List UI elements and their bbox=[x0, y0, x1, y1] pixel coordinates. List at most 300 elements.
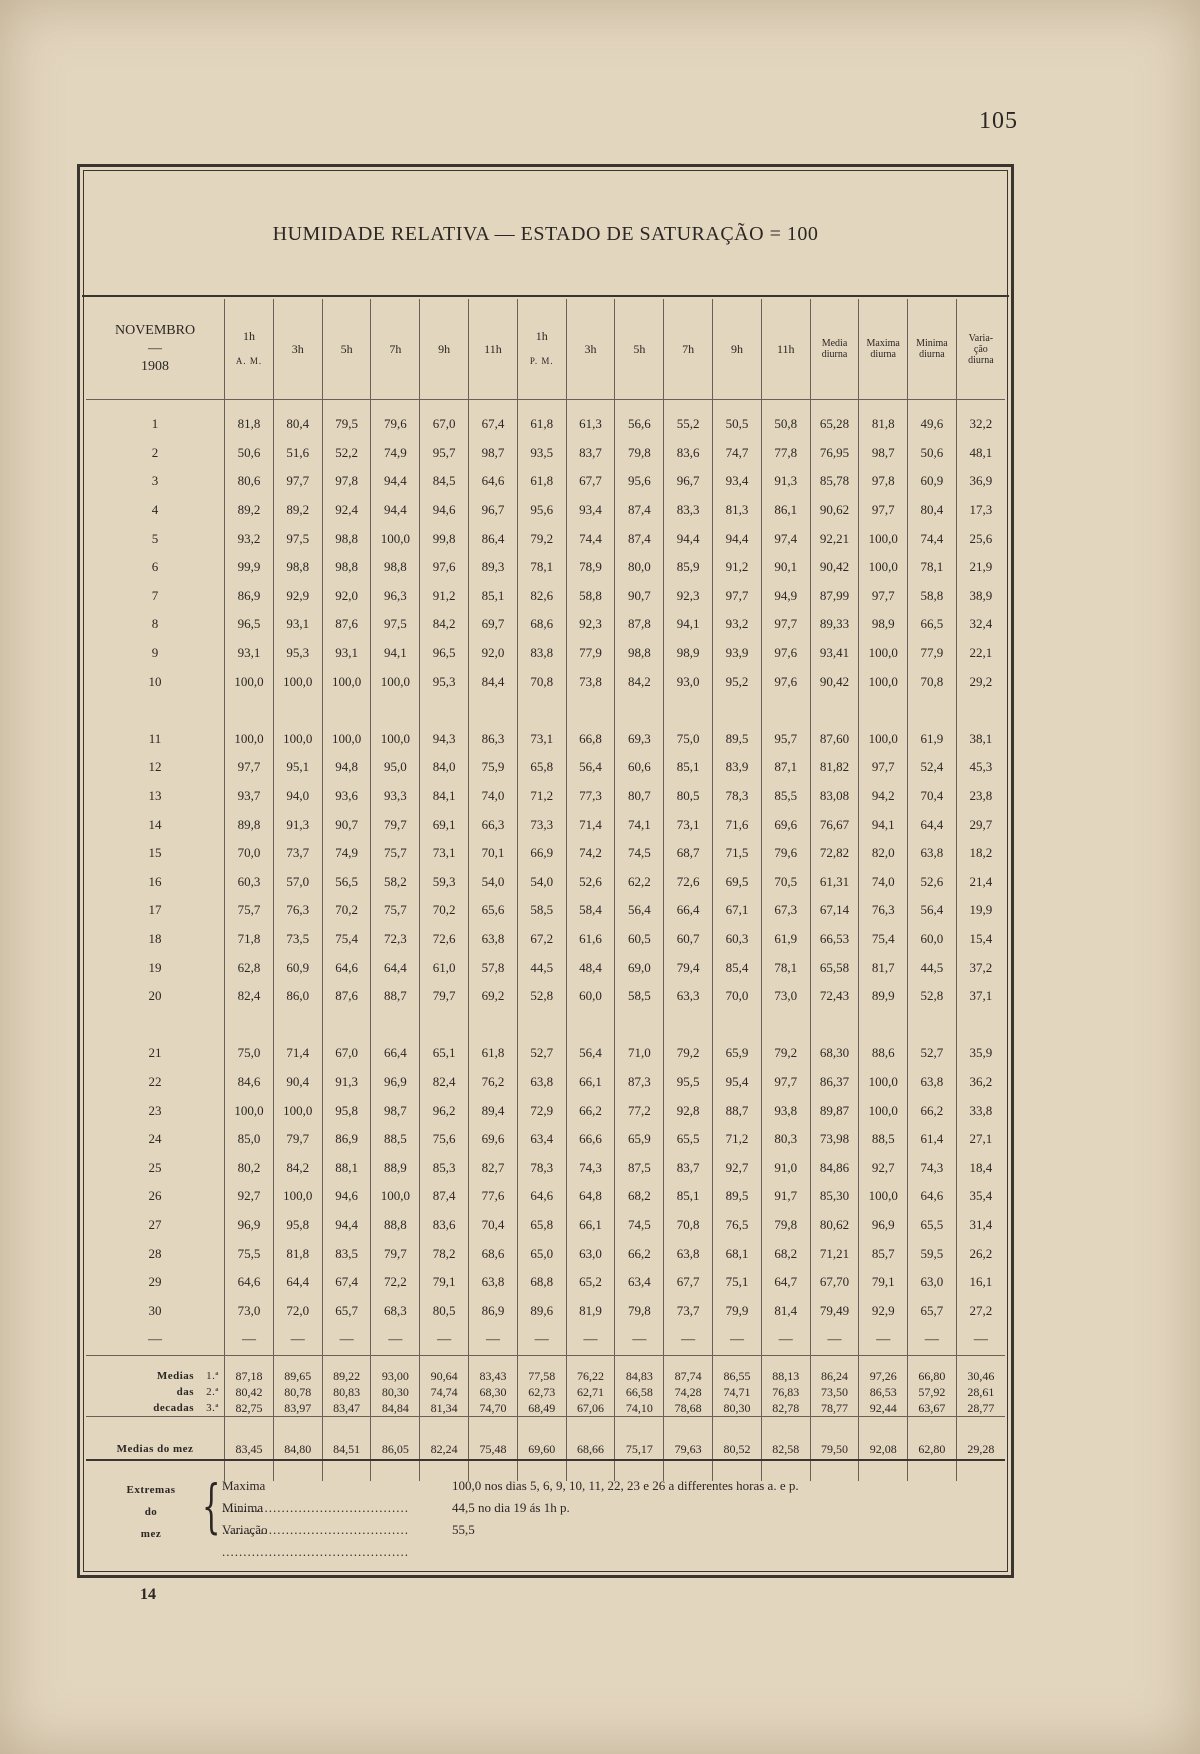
dash-cell: — bbox=[810, 1325, 859, 1356]
table-cell: 89,65 bbox=[273, 1356, 322, 1385]
table-cell: 76,3 bbox=[273, 896, 322, 925]
table-cell: 70,8 bbox=[517, 667, 566, 696]
day-number: 12 bbox=[148, 759, 162, 775]
table-cell: 93,1 bbox=[322, 639, 371, 668]
table-row bbox=[86, 667, 1005, 696]
table-cell: 69,0 bbox=[615, 953, 664, 982]
table-cell: 84,5 bbox=[420, 467, 469, 496]
table-cell: 95,5 bbox=[664, 1068, 713, 1097]
day-number: 10 bbox=[148, 673, 162, 689]
table-cell: 78,1 bbox=[761, 953, 810, 982]
table-cell: 82,7 bbox=[469, 1153, 518, 1182]
decade-gap bbox=[86, 696, 1005, 725]
table-cell: 52,4 bbox=[908, 753, 957, 782]
table-row bbox=[86, 1125, 1005, 1154]
table-cell: 95,7 bbox=[761, 725, 810, 754]
table-cell: 92,4 bbox=[322, 496, 371, 525]
table-cell: 71,5 bbox=[713, 839, 762, 868]
table-frame bbox=[77, 164, 1014, 1578]
table-cell: 95,4 bbox=[713, 1068, 762, 1097]
table-cell: 100,0 bbox=[859, 1068, 908, 1097]
table-cell: 65,28 bbox=[810, 400, 859, 439]
table-cell: 73,1 bbox=[517, 725, 566, 754]
header-row bbox=[86, 299, 1005, 400]
table-cell: 63,8 bbox=[908, 1068, 957, 1097]
table-cell: 67,4 bbox=[469, 400, 518, 439]
table-row bbox=[86, 1239, 1005, 1268]
decade-row bbox=[86, 1356, 1005, 1385]
table-cell: 76,3 bbox=[859, 896, 908, 925]
table-cell: 60,0 bbox=[908, 925, 957, 954]
extreme-minima: Minima ..... 44,5 no dia 19 ás 1h p. bbox=[222, 1497, 432, 1519]
table-cell: 58,5 bbox=[615, 982, 664, 1011]
table-cell: 69,2 bbox=[469, 982, 518, 1011]
table-row bbox=[86, 1211, 1005, 1240]
table-cell: 51,6 bbox=[273, 439, 322, 468]
table-cell: 21,9 bbox=[956, 553, 1005, 582]
table-cell: 81,8 bbox=[225, 400, 274, 439]
table-cell: 74,3 bbox=[908, 1153, 957, 1182]
table-cell: 67,0 bbox=[420, 400, 469, 439]
table-cell: 67,4 bbox=[322, 1268, 371, 1297]
decade-label-text: Medias bbox=[156, 1370, 195, 1382]
table-cell: 74,0 bbox=[859, 868, 908, 897]
table-cell: 69,5 bbox=[713, 868, 762, 897]
table-cell: 78,1 bbox=[517, 553, 566, 582]
table-cell: 88,5 bbox=[859, 1125, 908, 1154]
table-cell: 62,2 bbox=[615, 868, 664, 897]
table-cell: 92,7 bbox=[713, 1153, 762, 1182]
table-cell: 70,0 bbox=[225, 839, 274, 868]
table-cell: 33,8 bbox=[956, 1096, 1005, 1125]
table-cell: 32,4 bbox=[956, 610, 1005, 639]
table-cell: 73,0 bbox=[225, 1296, 274, 1325]
table-cell: 30,46 bbox=[956, 1356, 1005, 1385]
table-cell: 80,4 bbox=[908, 496, 957, 525]
table-cell: 98,8 bbox=[322, 524, 371, 553]
table-cell: 74,10 bbox=[615, 1400, 664, 1417]
table-cell: 70,4 bbox=[908, 782, 957, 811]
table-cell: 100,0 bbox=[859, 524, 908, 553]
table-cell: 85,1 bbox=[664, 1182, 713, 1211]
day-number: 22 bbox=[148, 1073, 162, 1089]
table-cell: 97,7 bbox=[859, 496, 908, 525]
table-cell: 38,1 bbox=[956, 725, 1005, 754]
table-cell: 76,83 bbox=[761, 1384, 810, 1400]
table-cell: 58,4 bbox=[566, 896, 615, 925]
table-cell: 85,0 bbox=[225, 1125, 274, 1154]
decade-label bbox=[86, 1400, 225, 1417]
table-cell: 98,8 bbox=[371, 553, 420, 582]
humidity-table bbox=[86, 299, 1005, 1481]
table-cell: 65,5 bbox=[908, 1211, 957, 1240]
dash-cell: — bbox=[761, 1325, 810, 1356]
table-row bbox=[86, 1096, 1005, 1125]
day-number: 30 bbox=[148, 1302, 162, 1318]
table-cell: 61,9 bbox=[761, 925, 810, 954]
table-cell: 83,97 bbox=[273, 1400, 322, 1417]
table-cell: 69,6 bbox=[761, 810, 810, 839]
table-cell: 67,3 bbox=[761, 896, 810, 925]
day-number: 19 bbox=[148, 959, 162, 975]
table-cell: 100,0 bbox=[225, 725, 274, 754]
day-number: 1 bbox=[151, 416, 159, 432]
dash-cell: — bbox=[664, 1325, 713, 1356]
day-number: 25 bbox=[148, 1159, 162, 1175]
table-cell: 95,8 bbox=[273, 1211, 322, 1240]
day-number: 11 bbox=[148, 730, 162, 746]
table-cell: 96,9 bbox=[371, 1068, 420, 1097]
table-cell: 76,67 bbox=[810, 810, 859, 839]
table-cell: 66,5 bbox=[908, 610, 957, 639]
table-row bbox=[86, 810, 1005, 839]
table-cell: 70,1 bbox=[469, 839, 518, 868]
dash-cell: — bbox=[615, 1325, 664, 1356]
table-cell: 100,0 bbox=[859, 1096, 908, 1125]
month-extremes bbox=[86, 1459, 1005, 1569]
table-cell: 75,4 bbox=[322, 925, 371, 954]
table-cell: 97,7 bbox=[761, 1068, 810, 1097]
table-cell: 29,2 bbox=[956, 667, 1005, 696]
table-cell: 77,9 bbox=[566, 639, 615, 668]
table-cell: 79,6 bbox=[371, 400, 420, 439]
table-cell: 97,7 bbox=[225, 753, 274, 782]
table-cell: 83,43 bbox=[469, 1356, 518, 1385]
table-cell: 81,7 bbox=[859, 953, 908, 982]
decade-label bbox=[86, 1384, 225, 1400]
table-cell: 81,4 bbox=[761, 1296, 810, 1325]
table-cell: 98,9 bbox=[859, 610, 908, 639]
table-row bbox=[86, 982, 1005, 1011]
table-cell: 100,0 bbox=[859, 1182, 908, 1211]
table-row bbox=[86, 639, 1005, 668]
table-cell: 64,6 bbox=[225, 1268, 274, 1297]
table-cell: 66,2 bbox=[566, 1096, 615, 1125]
table-cell: 50,5 bbox=[713, 400, 762, 439]
table-cell: 88,7 bbox=[371, 982, 420, 1011]
table-cell: 98,7 bbox=[469, 439, 518, 468]
table-cell: 83,08 bbox=[810, 782, 859, 811]
decade-row bbox=[86, 1384, 1005, 1400]
table-cell: 93,1 bbox=[273, 610, 322, 639]
dash-cell: — bbox=[469, 1325, 518, 1356]
dash-cell: — bbox=[371, 1325, 420, 1356]
table-cell: 87,18 bbox=[225, 1356, 274, 1385]
table-cell: 63,3 bbox=[664, 982, 713, 1011]
table-cell: 78,2 bbox=[420, 1239, 469, 1268]
table-cell: 70,0 bbox=[713, 982, 762, 1011]
table-cell: 74,71 bbox=[713, 1384, 762, 1400]
table-row bbox=[86, 610, 1005, 639]
table-cell: 89,33 bbox=[810, 610, 859, 639]
table-cell: 84,84 bbox=[371, 1400, 420, 1417]
table-cell: 69,7 bbox=[469, 610, 518, 639]
table-cell: 79,7 bbox=[420, 982, 469, 1011]
table-cell: 90,42 bbox=[810, 667, 859, 696]
table-cell: 83,7 bbox=[664, 1153, 713, 1182]
table-cell: 100,0 bbox=[859, 725, 908, 754]
table-cell: 71,2 bbox=[517, 782, 566, 811]
table-cell: 88,8 bbox=[371, 1211, 420, 1240]
table-cell: 63,67 bbox=[908, 1400, 957, 1417]
table-cell: 27,2 bbox=[956, 1296, 1005, 1325]
table-cell: 89,87 bbox=[810, 1096, 859, 1125]
day-number: 29 bbox=[148, 1274, 162, 1290]
day-number: 16 bbox=[148, 873, 162, 889]
table-cell: 81,8 bbox=[859, 400, 908, 439]
table-cell: 67,7 bbox=[566, 467, 615, 496]
table-row bbox=[86, 439, 1005, 468]
table-cell: 95,1 bbox=[273, 753, 322, 782]
table-cell: 77,8 bbox=[761, 439, 810, 468]
table-row bbox=[86, 524, 1005, 553]
table-cell: 92,0 bbox=[469, 639, 518, 668]
dash-cell: — bbox=[322, 1325, 371, 1356]
table-cell: 64,6 bbox=[469, 467, 518, 496]
dash-cell: — bbox=[420, 1325, 469, 1356]
table-cell: 66,4 bbox=[371, 1039, 420, 1068]
table-cell: 80,0 bbox=[615, 553, 664, 582]
table-cell: 61,8 bbox=[517, 400, 566, 439]
header-hour: 9h bbox=[713, 299, 762, 400]
table-cell: 97,7 bbox=[273, 467, 322, 496]
table-cell: 52,6 bbox=[566, 868, 615, 897]
table-cell: 65,5 bbox=[664, 1125, 713, 1154]
table-cell: 84,51 bbox=[322, 1417, 371, 1482]
table-cell: 99,8 bbox=[420, 524, 469, 553]
table-cell: 100,0 bbox=[859, 553, 908, 582]
table-cell: 93,4 bbox=[566, 496, 615, 525]
table-cell: 67,1 bbox=[713, 896, 762, 925]
table-cell: 100,0 bbox=[273, 667, 322, 696]
table-cell: 38,9 bbox=[956, 582, 1005, 611]
table-cell: 18,4 bbox=[956, 1153, 1005, 1182]
table-cell: 74,4 bbox=[566, 524, 615, 553]
table-cell: 67,2 bbox=[517, 925, 566, 954]
table-cell: 82,78 bbox=[761, 1400, 810, 1417]
table-cell: 48,1 bbox=[956, 439, 1005, 468]
table-cell: 64,6 bbox=[517, 1182, 566, 1211]
table-cell: 97,8 bbox=[322, 467, 371, 496]
table-cell: 29,28 bbox=[956, 1417, 1005, 1482]
table-cell: 73,1 bbox=[420, 839, 469, 868]
table-cell: 86,9 bbox=[469, 1296, 518, 1325]
table-cell: 87,1 bbox=[761, 753, 810, 782]
table-cell: 62,80 bbox=[908, 1417, 957, 1482]
table-cell: 67,0 bbox=[322, 1039, 371, 1068]
table-cell: 93,3 bbox=[371, 782, 420, 811]
table-cell: 52,7 bbox=[517, 1039, 566, 1068]
table-cell: 82,58 bbox=[761, 1417, 810, 1482]
dash-cell: — bbox=[908, 1325, 957, 1356]
table-cell: 80,7 bbox=[615, 782, 664, 811]
table-cell: 86,1 bbox=[761, 496, 810, 525]
table-cell: 94,4 bbox=[322, 1211, 371, 1240]
table-cell: 90,62 bbox=[810, 496, 859, 525]
table-cell: 79,50 bbox=[810, 1417, 859, 1482]
table-cell: 81,8 bbox=[273, 1239, 322, 1268]
table-cell: 56,4 bbox=[566, 1039, 615, 1068]
table-cell: 32,2 bbox=[956, 400, 1005, 439]
table-cell: 90,4 bbox=[273, 1068, 322, 1097]
table-cell: 79,7 bbox=[273, 1125, 322, 1154]
table-cell: 60,3 bbox=[225, 868, 274, 897]
table-cell: 68,6 bbox=[469, 1239, 518, 1268]
table-cell: 67,14 bbox=[810, 896, 859, 925]
table-cell: 79,2 bbox=[517, 524, 566, 553]
table-cell: 80,4 bbox=[273, 400, 322, 439]
table-cell: 77,3 bbox=[566, 782, 615, 811]
table-cell: 79,49 bbox=[810, 1296, 859, 1325]
day-number: 8 bbox=[151, 616, 159, 632]
table-cell: 88,1 bbox=[322, 1153, 371, 1182]
table-cell: 93,9 bbox=[713, 639, 762, 668]
table-cell: 65,58 bbox=[810, 953, 859, 982]
table-cell: 83,9 bbox=[713, 753, 762, 782]
table-cell: 75,17 bbox=[615, 1417, 664, 1482]
table-cell: 92,3 bbox=[664, 582, 713, 611]
table-cell: 74,9 bbox=[322, 839, 371, 868]
separator-dash-row bbox=[86, 1325, 1005, 1356]
header-dash: — bbox=[148, 341, 163, 356]
table-cell: 50,6 bbox=[225, 439, 274, 468]
day-number: 14 bbox=[148, 816, 162, 832]
table-cell: 73,98 bbox=[810, 1125, 859, 1154]
table-cell: 79,1 bbox=[420, 1268, 469, 1297]
decade-index: 3.ª bbox=[206, 1402, 219, 1414]
table-cell: 84,6 bbox=[225, 1068, 274, 1097]
table-cell: 71,4 bbox=[273, 1039, 322, 1068]
day-number: 28 bbox=[148, 1245, 162, 1261]
table-cell: 64,4 bbox=[371, 953, 420, 982]
table-cell: 71,4 bbox=[566, 810, 615, 839]
table-cell: 18,2 bbox=[956, 839, 1005, 868]
table-cell: 94,1 bbox=[859, 810, 908, 839]
table-cell: 61,6 bbox=[566, 925, 615, 954]
table-cell: 75,7 bbox=[371, 839, 420, 868]
table-cell: 74,4 bbox=[908, 524, 957, 553]
table-cell: 74,0 bbox=[469, 782, 518, 811]
table-cell: 80,2 bbox=[225, 1153, 274, 1182]
table-cell: 68,30 bbox=[810, 1039, 859, 1068]
table-cell: 93,5 bbox=[517, 439, 566, 468]
table-cell: 96,3 bbox=[371, 582, 420, 611]
table-cell: 76,5 bbox=[713, 1211, 762, 1240]
decade-gap bbox=[86, 1010, 1005, 1039]
table-cell: 94,4 bbox=[713, 524, 762, 553]
table-cell: 60,0 bbox=[566, 982, 615, 1011]
table-cell: 68,30 bbox=[469, 1384, 518, 1400]
table-cell: 80,3 bbox=[761, 1125, 810, 1154]
table-cell: 65,9 bbox=[713, 1039, 762, 1068]
table-cell: 60,3 bbox=[713, 925, 762, 954]
table-cell: 35,4 bbox=[956, 1182, 1005, 1211]
table-cell: 50,8 bbox=[761, 400, 810, 439]
table-cell: 26,2 bbox=[956, 1239, 1005, 1268]
table-cell: 93,4 bbox=[713, 467, 762, 496]
table-cell: 66,8 bbox=[566, 725, 615, 754]
table-cell: 94,0 bbox=[273, 782, 322, 811]
table-cell: 27,1 bbox=[956, 1125, 1005, 1154]
table-cell: 81,3 bbox=[713, 496, 762, 525]
table-cell: 75,48 bbox=[469, 1417, 518, 1482]
table-cell: 61,9 bbox=[908, 725, 957, 754]
table-cell: 70,4 bbox=[469, 1211, 518, 1240]
table-cell: 91,3 bbox=[761, 467, 810, 496]
table-cell: 75,5 bbox=[225, 1239, 274, 1268]
table-cell: 72,6 bbox=[664, 868, 713, 897]
dash-cell: — bbox=[956, 1325, 1005, 1356]
table-row bbox=[86, 896, 1005, 925]
table-cell: 94,6 bbox=[322, 1182, 371, 1211]
table-cell: 79,7 bbox=[371, 810, 420, 839]
table-cell: 52,8 bbox=[517, 982, 566, 1011]
table-cell: 17,3 bbox=[956, 496, 1005, 525]
table-cell: 83,8 bbox=[517, 639, 566, 668]
table-cell: 36,2 bbox=[956, 1068, 1005, 1097]
table-cell: 83,45 bbox=[225, 1417, 274, 1482]
table-cell: 63,0 bbox=[566, 1239, 615, 1268]
header-minima-diurna: Minima diurna bbox=[908, 299, 957, 400]
table-cell: 100,0 bbox=[371, 524, 420, 553]
table-cell: 73,0 bbox=[761, 982, 810, 1011]
table-cell: 71,21 bbox=[810, 1239, 859, 1268]
table-cell: 29,7 bbox=[956, 810, 1005, 839]
table-cell: 93,0 bbox=[664, 667, 713, 696]
table-cell: 95,2 bbox=[713, 667, 762, 696]
table-cell: 91,3 bbox=[273, 810, 322, 839]
table-cell: 86,24 bbox=[810, 1356, 859, 1385]
table-row bbox=[86, 753, 1005, 782]
table-cell: 93,6 bbox=[322, 782, 371, 811]
table-cell: 90,42 bbox=[810, 553, 859, 582]
table-cell: 97,6 bbox=[420, 553, 469, 582]
table-cell: 60,6 bbox=[615, 753, 664, 782]
table-cell: 97,7 bbox=[859, 753, 908, 782]
table-cell: 69,3 bbox=[615, 725, 664, 754]
table-cell: 92,7 bbox=[225, 1182, 274, 1211]
table-cell: 57,0 bbox=[273, 868, 322, 897]
table-cell: 83,7 bbox=[566, 439, 615, 468]
table-cell: 37,2 bbox=[956, 953, 1005, 982]
table-cell: 92,9 bbox=[859, 1296, 908, 1325]
table-row bbox=[86, 553, 1005, 582]
table-cell: 73,7 bbox=[664, 1296, 713, 1325]
table-cell: 72,82 bbox=[810, 839, 859, 868]
table-cell: 86,37 bbox=[810, 1068, 859, 1097]
dash-cell: — bbox=[148, 1332, 163, 1347]
table-cell: 66,58 bbox=[615, 1384, 664, 1400]
table-cell: 68,8 bbox=[517, 1268, 566, 1297]
day-number: 26 bbox=[148, 1188, 162, 1204]
table-cell: 86,4 bbox=[469, 524, 518, 553]
table-cell: 87,99 bbox=[810, 582, 859, 611]
table-cell: 69,6 bbox=[469, 1125, 518, 1154]
table-cell: 76,22 bbox=[566, 1356, 615, 1385]
table-cell: 78,9 bbox=[566, 553, 615, 582]
header-hour: 7h bbox=[664, 299, 713, 400]
table-cell: 68,1 bbox=[713, 1239, 762, 1268]
table-cell: 95,6 bbox=[615, 467, 664, 496]
table-cell: 65,6 bbox=[469, 896, 518, 925]
table-row bbox=[86, 467, 1005, 496]
table-cell: 92,08 bbox=[859, 1417, 908, 1482]
table-cell: 89,5 bbox=[713, 725, 762, 754]
table-row bbox=[86, 1068, 1005, 1097]
table-cell: 65,8 bbox=[517, 753, 566, 782]
table-cell: 65,8 bbox=[517, 1211, 566, 1240]
table-cell: 66,1 bbox=[566, 1211, 615, 1240]
